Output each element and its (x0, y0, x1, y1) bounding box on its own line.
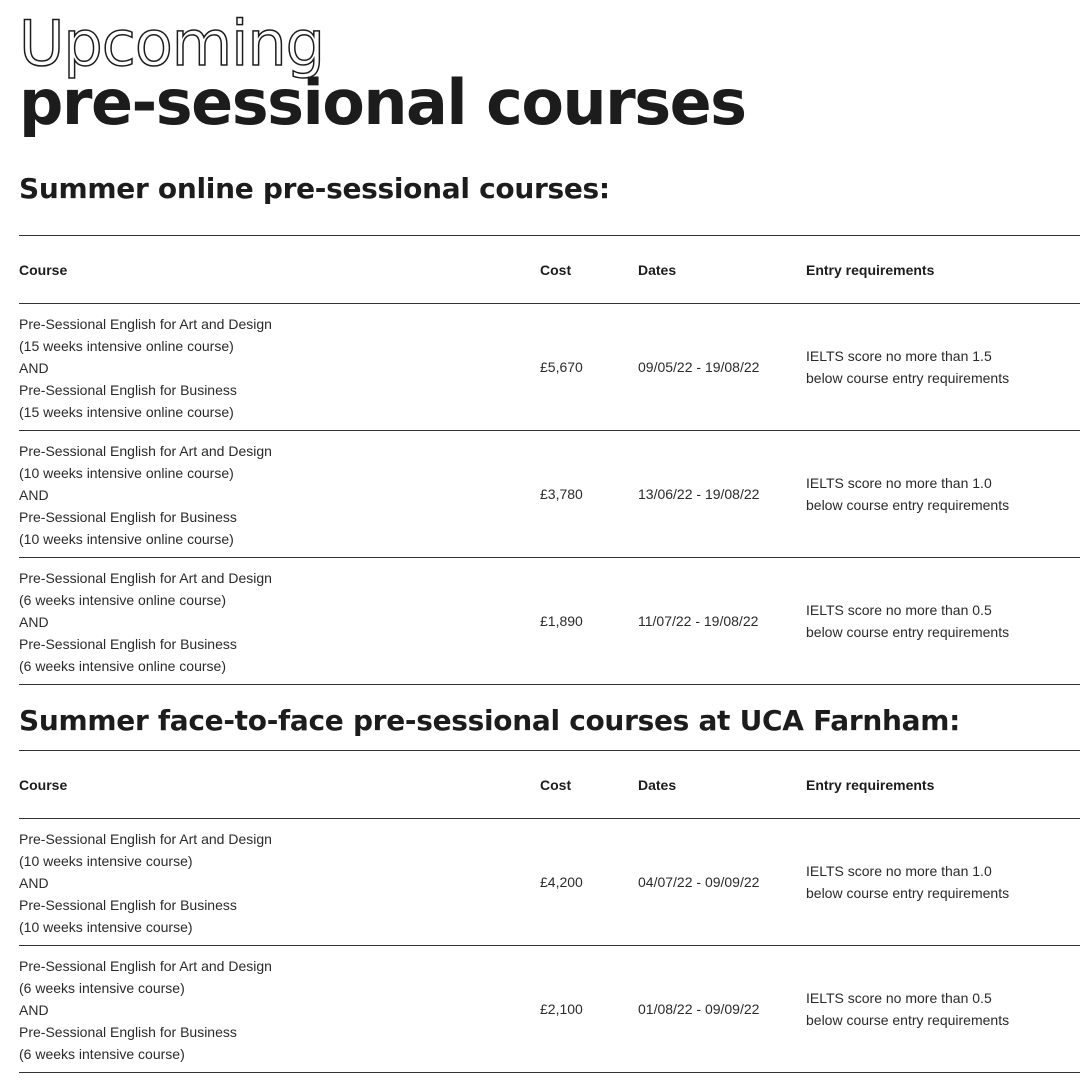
course-line: Pre-Sessional English for Business (19, 636, 237, 652)
page-title (19, 7, 746, 139)
course-line: AND (19, 614, 49, 630)
page-title-solid: pre-sessional courses (19, 66, 746, 139)
course-line: Pre-Sessional English for Business (19, 382, 237, 398)
column-header-cost: Cost (540, 751, 638, 819)
table-row (19, 304, 1080, 431)
course-cell (19, 304, 540, 431)
course-line: AND (19, 1002, 49, 1018)
table-row (19, 558, 1080, 685)
course-cell (19, 946, 540, 1073)
entry-cell (806, 431, 1080, 558)
cost-cell: £5,670 (540, 304, 638, 431)
entry-cell (806, 819, 1080, 946)
column-header-entry: Entry requirements (806, 236, 1080, 304)
dates-cell: 01/08/22 - 09/09/22 (638, 946, 806, 1073)
column-header-course: Course (19, 751, 540, 819)
entry-line: below course entry requirements (806, 497, 1010, 513)
column-header-dates: Dates (638, 236, 806, 304)
column-header-entry: Entry requirements (806, 751, 1080, 819)
course-line: (15 weeks intensive online course) (19, 404, 234, 420)
entry-cell (806, 304, 1080, 431)
entry-line: below course entry requirements (806, 885, 1010, 901)
course-cell (19, 558, 540, 685)
dates-cell: 04/07/22 - 09/09/22 (638, 819, 806, 946)
course-line: (10 weeks intensive online course) (19, 531, 234, 547)
table-header-row (19, 236, 1080, 304)
course-line: Pre-Sessional English for Art and Design (19, 958, 272, 974)
column-header-course: Course (19, 236, 540, 304)
cost-cell: £3,780 (540, 431, 638, 558)
table-row (19, 431, 1080, 558)
course-line: AND (19, 487, 49, 503)
course-line: (10 weeks intensive course) (19, 853, 193, 869)
course-line: Pre-Sessional English for Art and Design (19, 831, 272, 847)
online-courses-table (19, 235, 1080, 685)
dates-cell: 13/06/22 - 19/08/22 (638, 431, 806, 558)
course-line: Pre-Sessional English for Art and Design (19, 443, 272, 459)
course-line: (6 weeks intensive course) (19, 980, 185, 996)
entry-line: IELTS score no more than 0.5 (806, 602, 992, 618)
section-title-online: Summer online pre-sessional courses: (19, 172, 610, 205)
course-line: Pre-Sessional English for Business (19, 897, 237, 913)
table-header-row (19, 751, 1080, 819)
course-line: (15 weeks intensive online course) (19, 338, 234, 354)
dates-cell: 11/07/22 - 19/08/22 (638, 558, 806, 685)
course-line: (10 weeks intensive online course) (19, 465, 234, 481)
face-to-face-courses-table (19, 750, 1080, 1073)
course-cell (19, 819, 540, 946)
column-header-cost: Cost (540, 236, 638, 304)
course-line: AND (19, 875, 49, 891)
entry-line: below course entry requirements (806, 1012, 1010, 1028)
section-title-face-to-face: Summer face-to-face pre-sessional courses at UCA Farnham: (19, 704, 960, 737)
entry-line: IELTS score no more than 1.0 (806, 863, 992, 879)
course-line: Pre-Sessional English for Business (19, 1024, 237, 1040)
entry-line: IELTS score no more than 0.5 (806, 990, 992, 1006)
entry-line: below course entry requirements (806, 624, 1010, 640)
course-line: (6 weeks intensive online course) (19, 658, 226, 674)
cost-cell: £1,890 (540, 558, 638, 685)
course-cell (19, 431, 540, 558)
cost-cell: £2,100 (540, 946, 638, 1073)
page-title-outline: Upcoming (19, 7, 325, 80)
entry-cell (806, 558, 1080, 685)
course-line: Pre-Sessional English for Business (19, 509, 237, 525)
entry-cell (806, 946, 1080, 1073)
course-line: (6 weeks intensive online course) (19, 592, 226, 608)
course-line: (6 weeks intensive course) (19, 1046, 185, 1062)
dates-cell: 09/05/22 - 19/08/22 (638, 304, 806, 431)
column-header-dates: Dates (638, 751, 806, 819)
course-line: (10 weeks intensive course) (19, 919, 193, 935)
cost-cell: £4,200 (540, 819, 638, 946)
table-row (19, 819, 1080, 946)
entry-line: below course entry requirements (806, 370, 1010, 386)
course-line: AND (19, 360, 49, 376)
entry-line: IELTS score no more than 1.0 (806, 475, 992, 491)
entry-line: IELTS score no more than 1.5 (806, 348, 992, 364)
course-line: Pre-Sessional English for Art and Design (19, 316, 272, 332)
table-row (19, 946, 1080, 1073)
course-line: Pre-Sessional English for Art and Design (19, 570, 272, 586)
